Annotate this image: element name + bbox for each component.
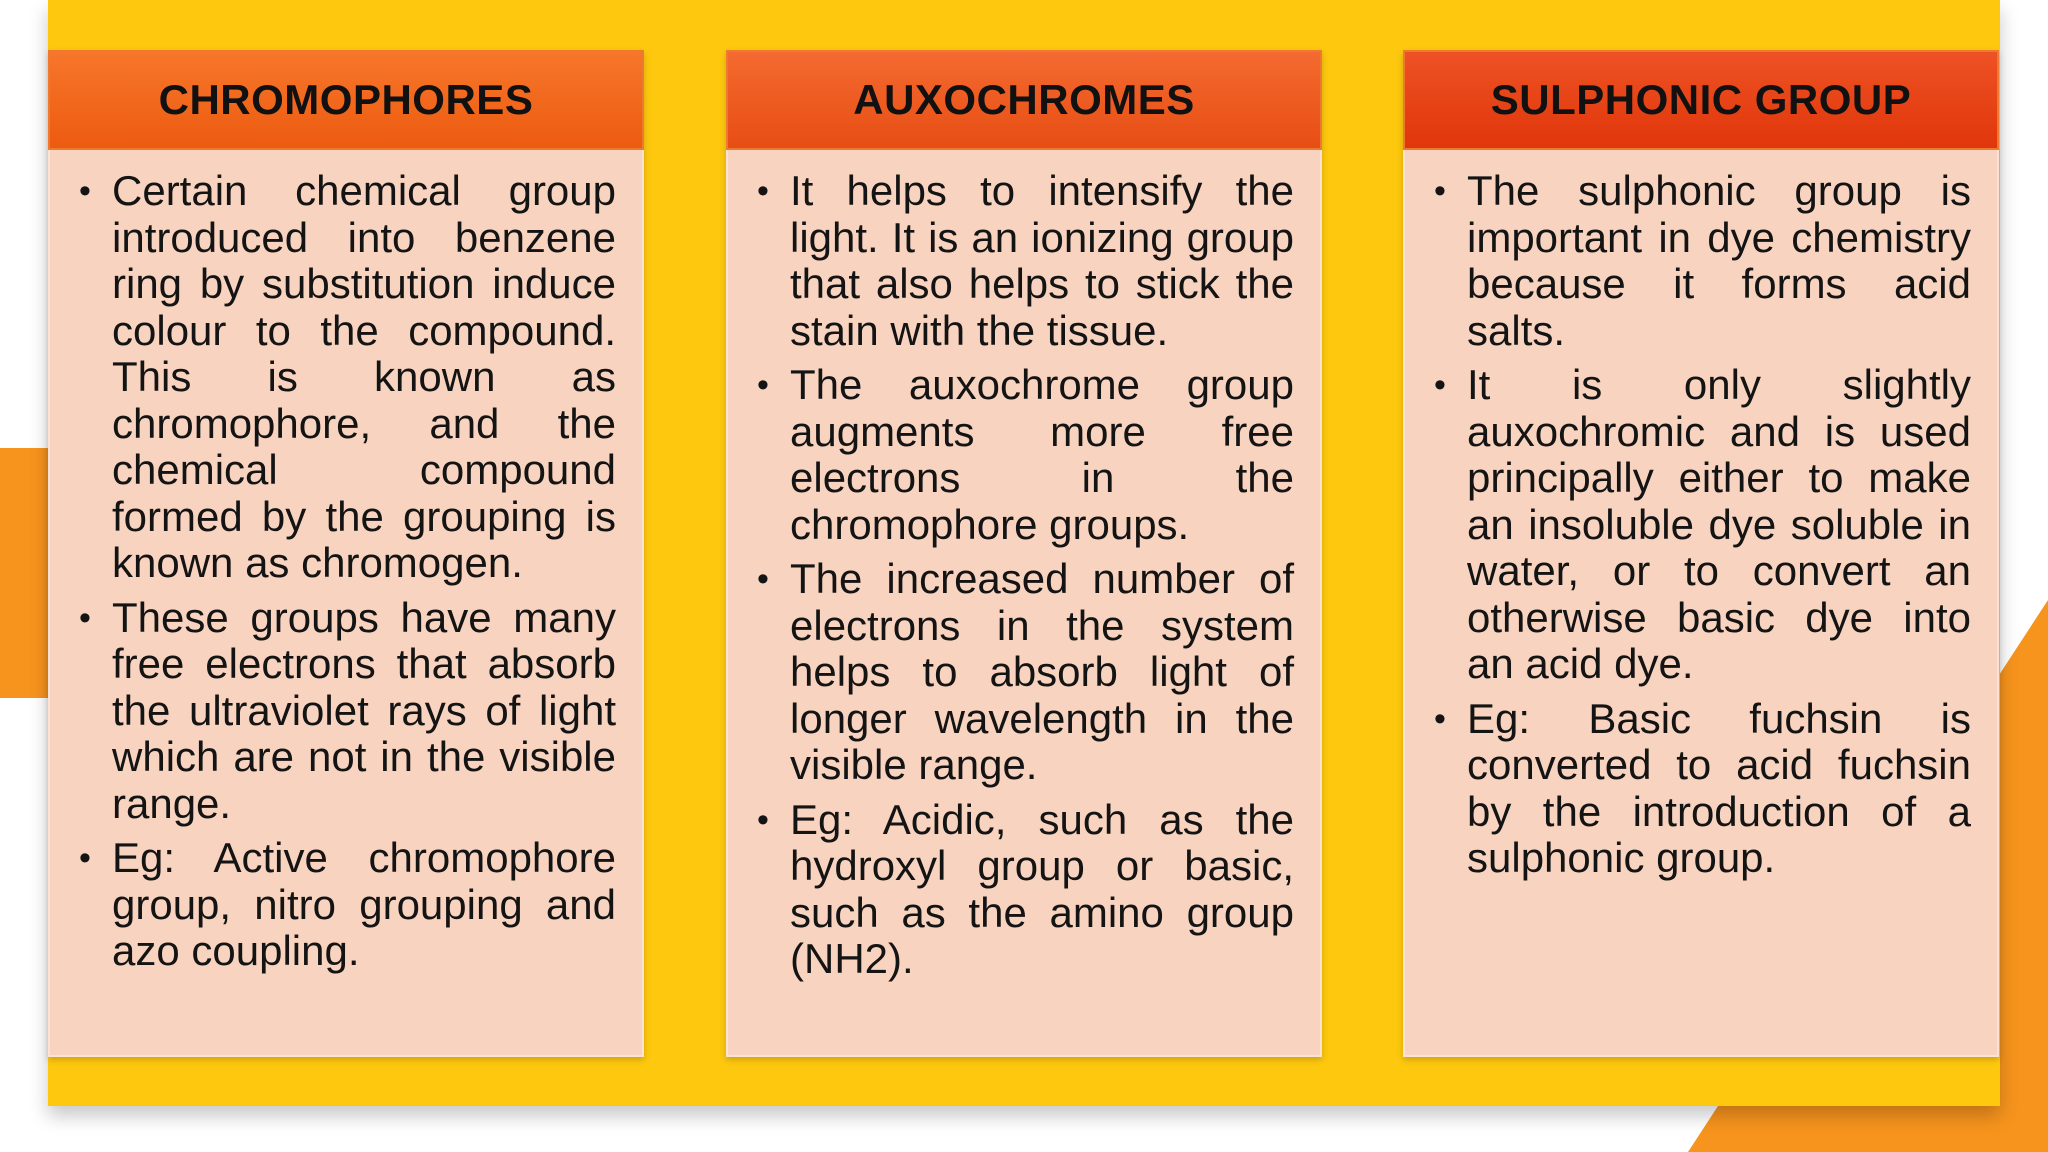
bullet-icon: • [79, 839, 91, 877]
list-item: • Certain chemical group introduced into benzene ring by substitution induce colour to the compound. This is known as chromophore, and the chemical compound formed by the grouping is known as chromogen. [70, 168, 616, 587]
column-body [48, 150, 644, 1057]
bullet-list [748, 168, 1294, 983]
column-auxochromes [726, 50, 1322, 1057]
bullet-icon: • [1434, 366, 1446, 404]
list-item: • It is only slightly auxochromic and is used principally either to make an insoluble dye soluble in water, or to convert an otherwise basic dye into an acid dye. [1425, 362, 1971, 688]
list-item: • Eg: Acidic, such as the hydroxyl group or basic, such as the amino group (NH2). [748, 797, 1294, 983]
list-item: • It helps to intensify the light. It is an ionizing group that also helps to stick the stain with the tissue. [748, 168, 1294, 354]
list-item: • These groups have many free electrons that absorb the ultraviolet rays of light which are not in the visible range. [70, 595, 616, 828]
bullet-icon: • [757, 560, 769, 598]
column-header [48, 50, 644, 150]
column-header [1403, 50, 1999, 150]
list-item: • The auxochrome group augments more free electrons in the chromophore groups. [748, 362, 1294, 548]
column-header [726, 50, 1322, 150]
bullet-icon: • [1434, 699, 1446, 738]
bullet-icon: • [1434, 172, 1446, 210]
bullet-list [70, 168, 616, 975]
column-body [726, 150, 1322, 1057]
list-item: • The sulphonic group is important in dye chemistry because it forms acid salts. [1425, 168, 1971, 354]
column-sulphonic-group [1403, 50, 1999, 1057]
bullet-icon: • [757, 366, 769, 404]
list-item: • Eg: Active chromophore group, nitro grouping and azo coupling. [70, 835, 616, 975]
column-title: AUXOCHROMES [853, 76, 1195, 123]
bullet-list [1425, 168, 1971, 882]
column-chromophores [48, 50, 644, 1057]
column-title: CHROMOPHORES [158, 76, 534, 123]
bullet-icon: • [79, 598, 91, 637]
bullet-icon: • [757, 172, 769, 210]
column-title: SULPHONIC GROUP [1490, 76, 1912, 123]
column-body [1403, 150, 1999, 1057]
bullet-icon: • [79, 172, 91, 210]
bullet-icon: • [757, 800, 769, 839]
list-item: • Eg: Basic fuchsin is converted to acid fuchsin by the introduction of a sulphonic group. [1425, 696, 1971, 882]
list-item: • The increased number of electrons in the system helps to absorb light of longer wavelength in the visible range. [748, 556, 1294, 789]
